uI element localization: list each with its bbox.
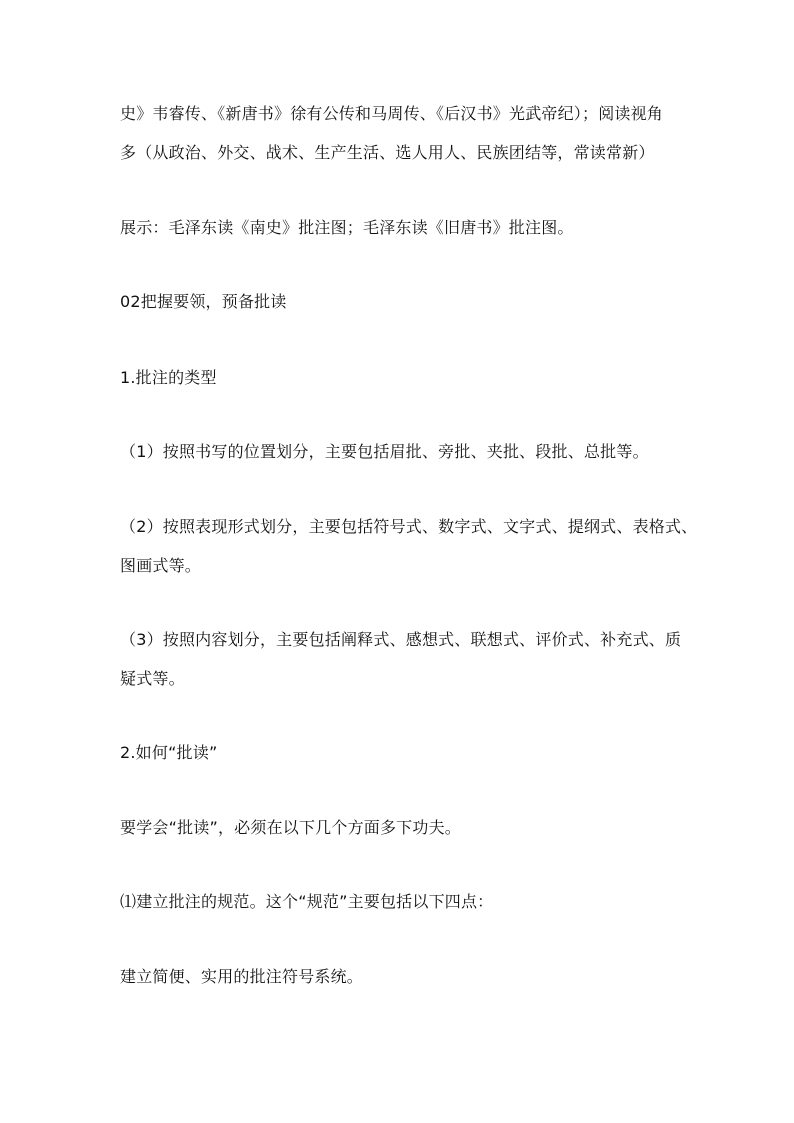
subheading-how-to-annotate: 2.如何“批读”: [120, 743, 218, 762]
paragraph-reading-list-continued: 史》韦睿传、《新唐书》徐有公传和马周传、《后汉书》光武帝纪）；阅读视角: [120, 104, 664, 123]
paragraph-requirement: 要学会“批读”，必须在以下几个方面多下功夫。: [120, 818, 461, 837]
list-item-2-line-2: 图画式等。: [120, 556, 202, 575]
list-item-3-line-1: （3）按照内容划分，主要包括阐释式、感想式、联想式、评价式、补充式、质: [120, 630, 682, 649]
list-item-3-line-2: 疑式等。: [120, 669, 185, 688]
paragraph-display-note: 展示：毛泽东读《南史》批注图；毛泽东读《旧唐书》批注图。: [120, 218, 574, 237]
list-item-1: （1）按照书写的位置划分，主要包括眉批、旁批、夹批、段批、总批等。: [120, 442, 649, 461]
list-item-2-line-1: （2）按照表现形式划分，主要包括符号式、数字式、文字式、提纲式、表格式、: [120, 517, 698, 536]
paragraph-symbol-system: 建立简便、实用的批注符号系统。: [120, 967, 364, 986]
paragraph-standards: ⑴建立批注的规范。这个“规范”主要包括以下四点：: [120, 892, 494, 911]
paragraph-reading-perspectives: 多（从政治、外交、战术、生产生活、选人用人、民族团结等，常读常新）: [120, 143, 655, 162]
subheading-annotation-types: 1.批注的类型: [120, 368, 217, 387]
section-heading-02: 02把握要领，预备批读: [120, 292, 287, 311]
